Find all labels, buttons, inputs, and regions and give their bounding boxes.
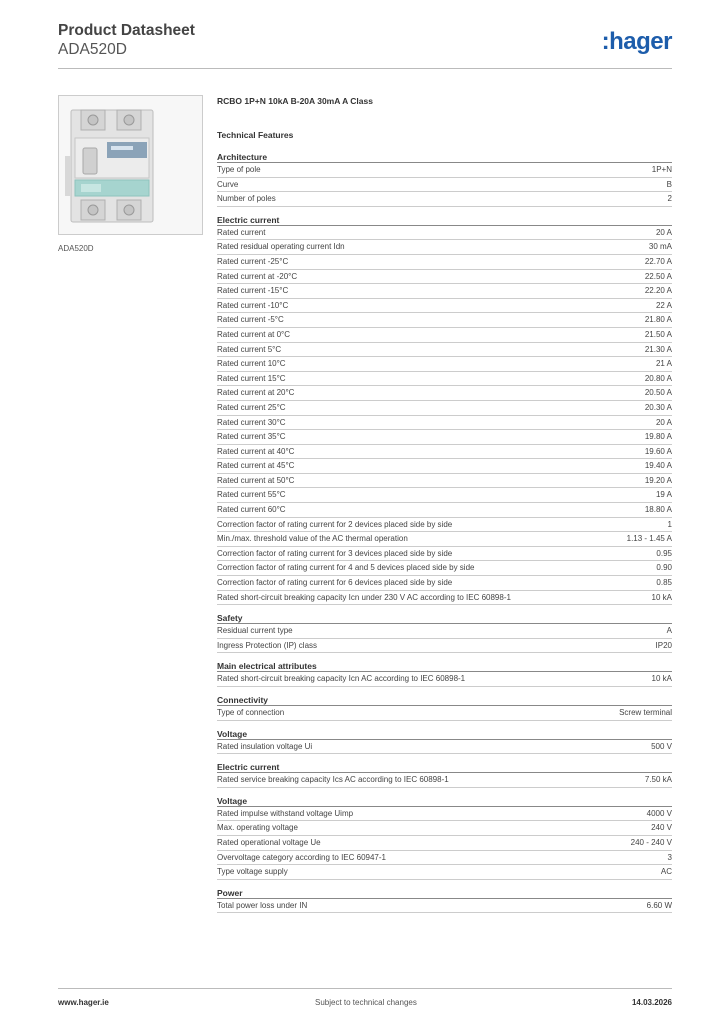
section-title: Architecture [217, 152, 672, 163]
spec-value: B [666, 179, 672, 189]
spec-value: 21 A [655, 359, 672, 369]
spec-label: Rated current at 50°C [217, 475, 295, 485]
spec-row [217, 270, 672, 285]
spec-row [217, 416, 672, 431]
spec-value: 19.40 A [644, 461, 672, 471]
spec-label: Rated current at 0°C [217, 329, 291, 339]
spec-value: 500 V [651, 741, 672, 751]
technical-changes-notice: Subject to technical changes [315, 998, 417, 1007]
section-title: Voltage [217, 729, 672, 740]
spec-row [217, 313, 672, 328]
footer-divider [58, 988, 672, 989]
spec-row [217, 518, 672, 533]
image-caption: ADA520D [58, 244, 94, 253]
spec-value: A [666, 626, 672, 636]
spec-row [217, 503, 672, 518]
spec-label: Rated short-circuit breaking capacity Icn under 230 V AC according to IEC 60898-1 [217, 592, 511, 602]
spec-section [217, 729, 672, 755]
spec-label: Overvoltage category according to IEC 60947-1 [217, 852, 386, 862]
brand-logo: :hager [601, 28, 672, 55]
spec-sections [217, 152, 672, 913]
spec-value: 240 V [651, 823, 672, 833]
spec-value: 240 - 240 V [630, 837, 672, 847]
spec-value: 18.80 A [644, 505, 672, 515]
spec-label: Total power loss under IN [217, 900, 308, 910]
spec-row [217, 445, 672, 460]
spec-row [217, 672, 672, 687]
spec-label: Rated residual operating current Idn [217, 242, 345, 252]
spec-label: Rated current 55°C [217, 490, 286, 500]
spec-section [217, 762, 672, 788]
spec-row [217, 328, 672, 343]
product-name: RCBO 1P+N 10kA B-20A 30mA A Class [217, 96, 373, 106]
spec-label: Rated insulation voltage Ui [217, 741, 313, 751]
spec-row [217, 624, 672, 639]
spec-value: 20.30 A [644, 402, 672, 412]
spec-row [217, 591, 672, 606]
spec-section [217, 695, 672, 721]
spec-label: Rated current 5°C [217, 344, 282, 354]
spec-section [217, 661, 672, 687]
spec-label: Rated current 10°C [217, 359, 286, 369]
spec-row [217, 639, 672, 654]
spec-label: Type of pole [217, 165, 261, 174]
spec-label: Ingress Protection (IP) class [217, 640, 318, 650]
spec-value: 19 A [655, 490, 672, 500]
header-divider [58, 68, 672, 69]
spec-value: 10 kA [651, 674, 672, 684]
spec-value: 4000 V [646, 808, 672, 818]
spec-row [217, 226, 672, 241]
spec-label: Type voltage supply [217, 867, 288, 877]
features-heading: Technical Features [217, 130, 294, 140]
spec-label: Rated current 35°C [217, 432, 286, 442]
spec-value: 22 A [655, 300, 672, 310]
spec-label: Residual current type [217, 626, 293, 636]
section-title: Main electrical attributes [217, 661, 672, 672]
spec-row [217, 851, 672, 866]
section-title: Electric current [217, 762, 672, 773]
spec-value: 22.20 A [644, 286, 672, 296]
spec-value: 30 mA [648, 242, 672, 252]
spec-row [217, 821, 672, 836]
spec-label: Max. operating voltage [217, 823, 298, 833]
spec-row [217, 576, 672, 591]
spec-value: 6.60 W [646, 900, 672, 910]
spec-label: Rated operational voltage Ue [217, 837, 321, 847]
spec-value: 21.80 A [644, 315, 672, 325]
spec-row [217, 865, 672, 880]
spec-row [217, 386, 672, 401]
section-title: Safety [217, 613, 672, 624]
spec-value: 0.95 [656, 548, 672, 558]
spec-section [217, 888, 672, 914]
spec-label: Rated current -5°C [217, 315, 284, 325]
spec-row [217, 240, 672, 255]
spec-value: 19.20 A [644, 475, 672, 485]
datasheet-content [217, 96, 672, 913]
spec-label: Rated current 25°C [217, 402, 286, 412]
spec-row [217, 773, 672, 788]
spec-section [217, 152, 672, 207]
spec-label: Rated current -25°C [217, 256, 289, 266]
spec-label: Correction factor of rating current for 3 devices placed side by side [217, 548, 453, 558]
spec-section [217, 215, 672, 605]
spec-value: 0.85 [656, 578, 672, 588]
spec-label: Rated impulse withstand voltage Uimp [217, 808, 354, 818]
section-title: Voltage [217, 796, 672, 807]
spec-row [217, 532, 672, 547]
spec-value: 21.50 A [644, 329, 672, 339]
spec-row [217, 357, 672, 372]
spec-label: Rated current at -20°C [217, 271, 298, 281]
spec-value: 1.13 - 1.45 A [626, 534, 672, 544]
spec-row [217, 255, 672, 270]
spec-label: Correction factor of rating current for 4 and 5 devices placed side by side [217, 563, 475, 573]
spec-label: Rated current 15°C [217, 373, 286, 383]
spec-row [217, 488, 672, 503]
spec-label: Curve [217, 179, 239, 189]
spec-label: Min./max. threshold value of the AC thermal operation [217, 534, 408, 544]
spec-value: 1 [667, 519, 672, 529]
spec-label: Rated current at 20°C [217, 388, 295, 398]
spec-value: 1P+N [651, 165, 672, 174]
spec-row [217, 740, 672, 755]
spec-label: Rated short-circuit breaking capacity Icn AC according to IEC 60898-1 [217, 674, 466, 684]
spec-value: 19.80 A [644, 432, 672, 442]
spec-row [217, 299, 672, 314]
spec-row [217, 372, 672, 387]
spec-row [217, 836, 672, 851]
spec-value: 20 A [655, 417, 672, 427]
spec-row [217, 807, 672, 822]
spec-label: Rated current 60°C [217, 505, 286, 515]
website-link[interactable]: www.hager.ie [58, 998, 109, 1007]
spec-label: Rated current at 40°C [217, 446, 295, 456]
page-footer [58, 998, 672, 1010]
spec-row [217, 178, 672, 193]
spec-label: Rated current at 45°C [217, 461, 295, 471]
spec-value: Screw terminal [619, 708, 672, 717]
spec-value: 21.30 A [644, 344, 672, 354]
spec-label: Rated current -15°C [217, 286, 289, 296]
spec-row [217, 706, 672, 721]
page-header [58, 22, 672, 70]
spec-section [217, 613, 672, 653]
spec-label: Correction factor of rating current for 6 devices placed side by side [217, 578, 453, 588]
spec-value: 20.50 A [644, 388, 672, 398]
spec-value: 19.60 A [644, 446, 672, 456]
spec-label: Rated current -10°C [217, 300, 289, 310]
spec-row [217, 430, 672, 445]
product-reference: ADA520D [58, 41, 127, 58]
spec-label: Rated service breaking capacity Ics AC according to IEC 60898-1 [217, 775, 449, 785]
spec-value: 10 kA [651, 592, 672, 602]
spec-row [217, 547, 672, 562]
section-title: Power [217, 888, 672, 899]
section-title: Electric current [217, 215, 672, 226]
product-image [58, 95, 203, 235]
spec-row [217, 474, 672, 489]
spec-label: Type of connection [217, 708, 285, 717]
spec-row [217, 343, 672, 358]
spec-row [217, 192, 672, 207]
spec-value: 0.90 [656, 563, 672, 573]
document-date: 14.03.2026 [631, 998, 672, 1007]
section-title: Connectivity [217, 695, 672, 706]
spec-value: IP20 [655, 640, 672, 650]
spec-label: Correction factor of rating current for 2 devices placed side by side [217, 519, 453, 529]
spec-row [217, 401, 672, 416]
spec-value: 20.80 A [644, 373, 672, 383]
spec-label: Number of poles [217, 194, 276, 204]
spec-value: 7.50 kA [644, 775, 672, 785]
spec-row [217, 899, 672, 914]
spec-section [217, 796, 672, 880]
spec-label: Rated current 30°C [217, 417, 286, 427]
spec-value: 20 A [655, 227, 672, 237]
spec-value: 22.50 A [644, 271, 672, 281]
spec-value: 2 [667, 194, 672, 204]
spec-label: Rated current [217, 227, 266, 237]
spec-value: 22.70 A [644, 256, 672, 266]
spec-value: 3 [667, 852, 672, 862]
spec-row [217, 163, 672, 178]
circuit-breaker-illustration [59, 96, 202, 234]
spec-row [217, 561, 672, 576]
spec-row [217, 459, 672, 474]
page-title: Product Datasheet [58, 22, 195, 39]
spec-value: AC [660, 867, 672, 877]
spec-row [217, 284, 672, 299]
